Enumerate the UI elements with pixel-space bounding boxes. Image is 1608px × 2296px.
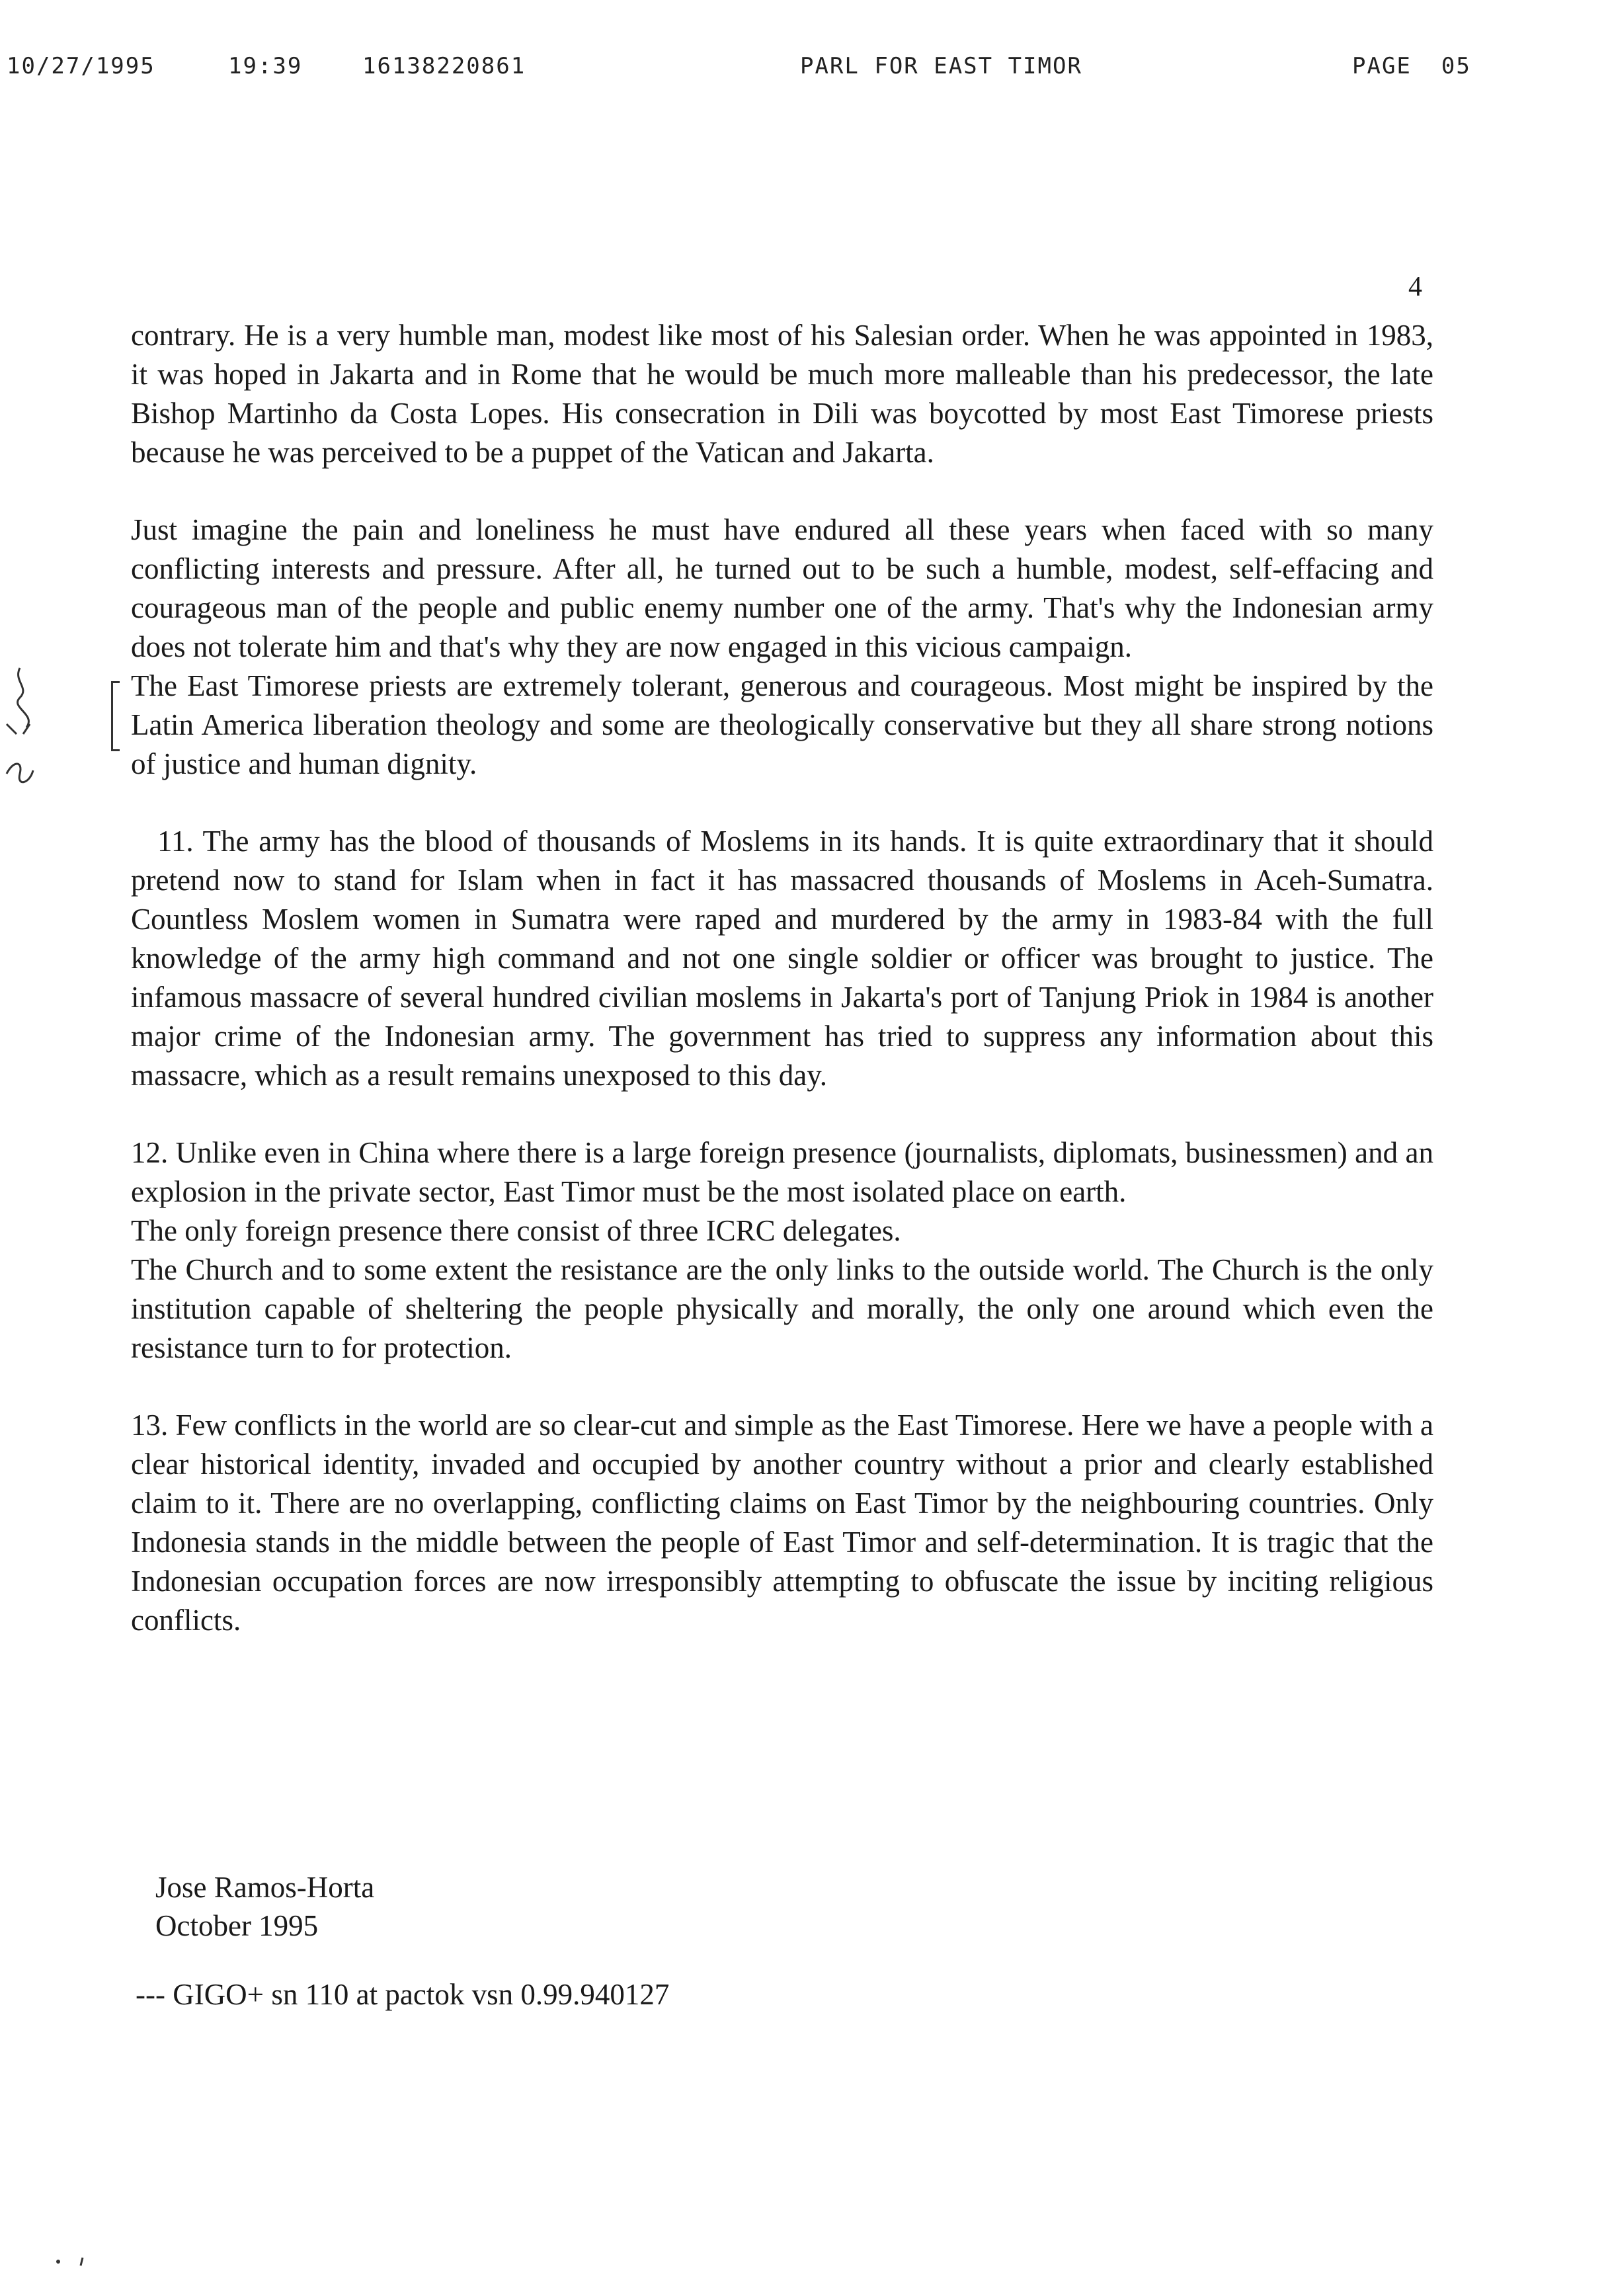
- fax-page-number: 05: [1441, 53, 1471, 79]
- paragraph: Just imagine the pain and loneliness he must have endured all these years when faced with so many conflicting interests and pressure. After all, he turned out to be such a humble, modest, self-effacing and courageous man of the people and public enemy number one of the army. That's why the Indonesian army does not tolerate him and that's why they are now engaged in this vicious campaign.: [131, 513, 1433, 663]
- fax-page-label: PAGE: [1352, 53, 1412, 79]
- fax-time: 19:39: [228, 53, 303, 79]
- paragraph: The East Timorese priests are extremely tolerant, generous and courageous. Most might be inspired by the Latin America liberation theology and some are theologically conservative but they all share strong notions of justice and human dignity.: [131, 669, 1433, 780]
- fax-date: 10/27/1995: [7, 53, 155, 79]
- handwritten-margin-marks: [0, 661, 99, 833]
- fax-sender: PARL FOR EAST TIMOR: [800, 53, 1082, 79]
- paragraph: The Church and to some extent the resistance are the only links to the outside world. The Church is the only institution capable of sheltering the people physically and morally, the only one around which even the resistance turn to for protection.: [131, 1253, 1433, 1364]
- fax-phone: 16138220861: [362, 53, 526, 79]
- page-number: 4: [1408, 272, 1422, 302]
- paragraph: 11. The army has the blood of thousands of Moslems in its hands. It is quite extraordinary that it should pretend now to stand for Islam when in fact it has massacred thousands of Moslems in Aceh-Sumatra. Countless Moslem women in Sumatra were raped and murdered by the army in 1983-84 with the full knowledge of the army high command and not one single soldier or officer was brought to justice. The infamous massacre of several hundred civilian moslems in Jakarta's port of Tanjung Priok in 1984 is another major crime of the Indonesian army. The government has tried to suppress any information about this massacre, which as a result remains unexposed to this day.: [131, 825, 1433, 1092]
- fax-header: [0, 53, 1608, 93]
- signature-name: Jose Ramos-Horta: [155, 1871, 375, 1904]
- fax-page: [1352, 53, 1471, 79]
- paragraph: The only foreign presence there consist of three ICRC delegates.: [131, 1214, 901, 1247]
- stray-mark: [53, 2255, 93, 2268]
- signature-date: October 1995: [155, 1909, 319, 1942]
- paragraph: 13. Few conflicts in the world are so clear-cut and simple as the East Timorese. Here we have a people with a clear historical identity, invaded and occupied by another country without a prior and clearly established claim to it. There are no overlapping, conflicting claims on East Timor by the neighbouring countries. Only Indonesia stands in the middle between the people of East Timor and self-determination. It is tragic that the Indonesian occupation forces are now irresponsibly attempting to obfuscate the issue by inciting religious conflicts.: [131, 1409, 1433, 1637]
- signature-block: [155, 1868, 374, 1945]
- margin-bracket: [111, 681, 120, 751]
- paragraph: contrary. He is a very humble man, modest like most of his Salesian order. When he was appointed in 1983, it was hoped in Jakarta and in Rome that he would be much more malleable than his predecessor, the late Bishop Martinho da Costa Lopes. His consecration in Dili was boycotted by most East Timorese priests because he was perceived to be a puppet of the Vatican and Jakarta.: [131, 319, 1433, 469]
- footer-line: --- GIGO+ sn 110 at pactok vsn 0.99.940127: [136, 1978, 670, 2011]
- letter-body: [131, 316, 1433, 1640]
- paragraph: 12. Unlike even in China where there is a large foreign presence (journalists, diplomats, businessmen) and an explosion in the private sector, East Timor must be the most isolated place on earth.: [131, 1136, 1433, 1208]
